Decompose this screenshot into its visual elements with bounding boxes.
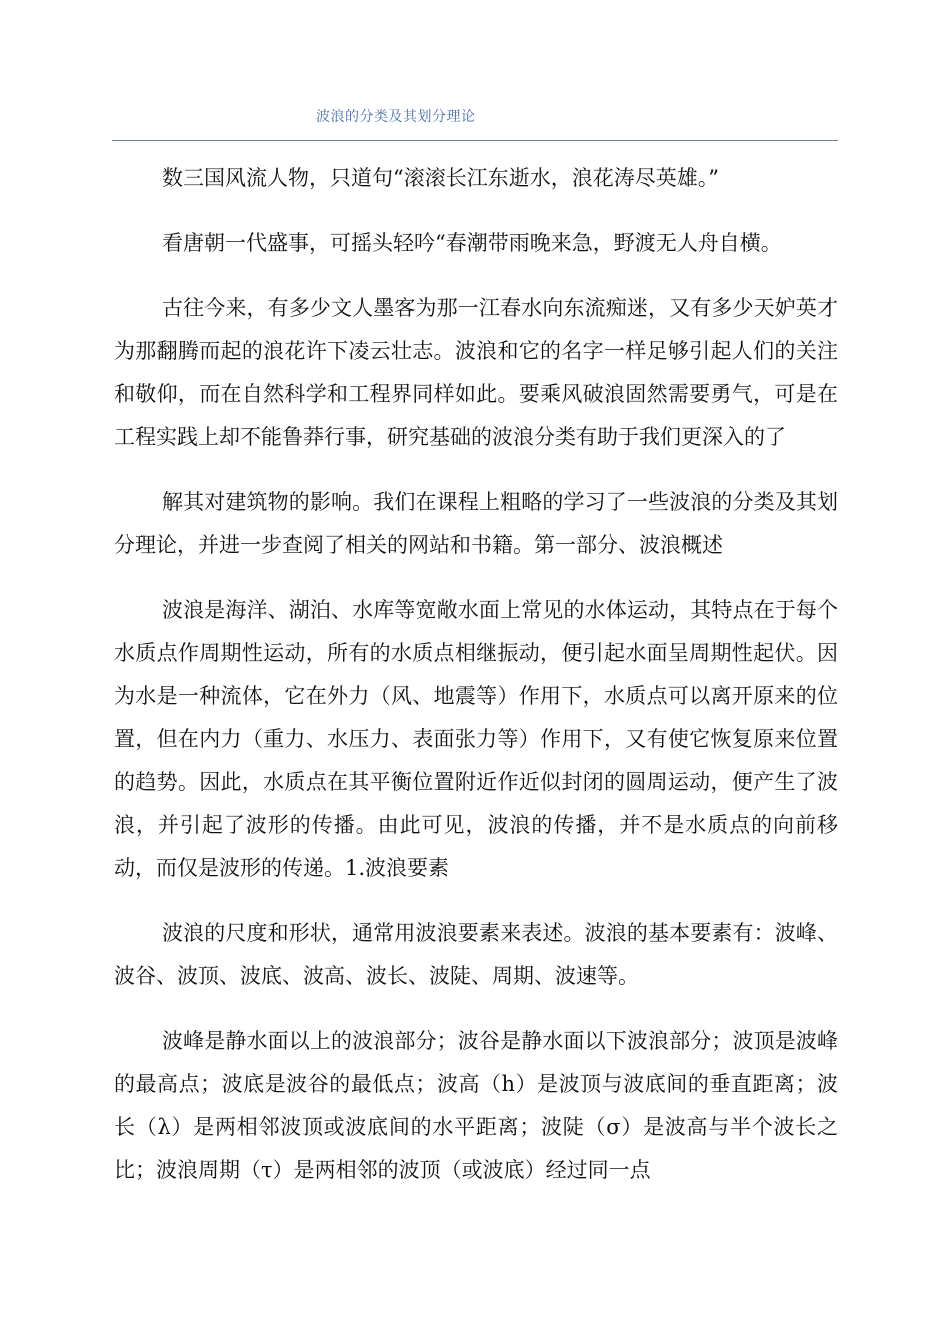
paragraph-2: 看唐朝一代盛事，可摇头轻吟“春潮带雨晚来急，野渡无人舟自横。 — [162, 231, 782, 255]
paragraph-7: 波峰是静水面以上的波浪部分；波谷是静水面以下波浪部分；波顶是波峰的最高点；波底是波谷的最低点；波高（h）是波顶与波底间的垂直距离；波长（λ）是两相邻波顶或波底间的水平距离；波陡（σ）是波高与半个波长之比；波浪周期（τ）是两相邻的波顶（或波底）经过同一点 — [114, 1029, 838, 1182]
paragraph-5: 波浪是海洋、湖泊、水库等宽敞水面上常见的水体运动，其特点在于每个水质点作周期性运动，所有的水质点相继振动，便引起水面呈周期性起伏。因为水是一种流体，它在外力（风、地震等）作用下，水质点可以离开原来的位置，但在内力（重力、水压力、表面张力等）作用下，又有使它恢复原来位置的趋势。因此，水质点在其平衡位置附近作近似封闭的圆周运动，便产生了波浪，并引起了波形的传播。由此可见，波浪的传播，并不是水质点的向前移动，而仅是波形的传递。1.波浪要素 — [114, 598, 838, 880]
header-title: 波浪的分类及其划分理论 — [316, 109, 476, 125]
paragraph-6: 波浪的尺度和形状，通常用波浪要素来表述。波浪的基本要素有：波峰、波谷、波顶、波底、波高、波长、波陡、周期、波速等。 — [114, 921, 838, 988]
document-body — [114, 157, 838, 1214]
paragraph-4: 解其对建筑物的影响。我们在课程上粗略的学习了一些波浪的分类及其划分理论，并进一步查阅了相关的网站和书籍。第一部分、波浪概述 — [114, 490, 838, 557]
header-divider — [112, 140, 838, 141]
paragraph-1: 数三国风流人物，只道句“滚滚长江东逝水，浪花涛尽英雄。” — [162, 166, 719, 190]
paragraph-3: 古往今来，有多少文人墨客为那一江春水向东流痴迷，又有多少天妒英才为那翻腾而起的浪花许下凌云壮志。波浪和它的名字一样足够引起人们的关注和敬仰，而在自然科学和工程界同样如此。要乘风破浪固然需要勇气，可是在工程实践上却不能鲁莽行事，研究基础的波浪分类有助于我们更深入的了 — [114, 296, 838, 449]
page-header — [112, 96, 838, 144]
